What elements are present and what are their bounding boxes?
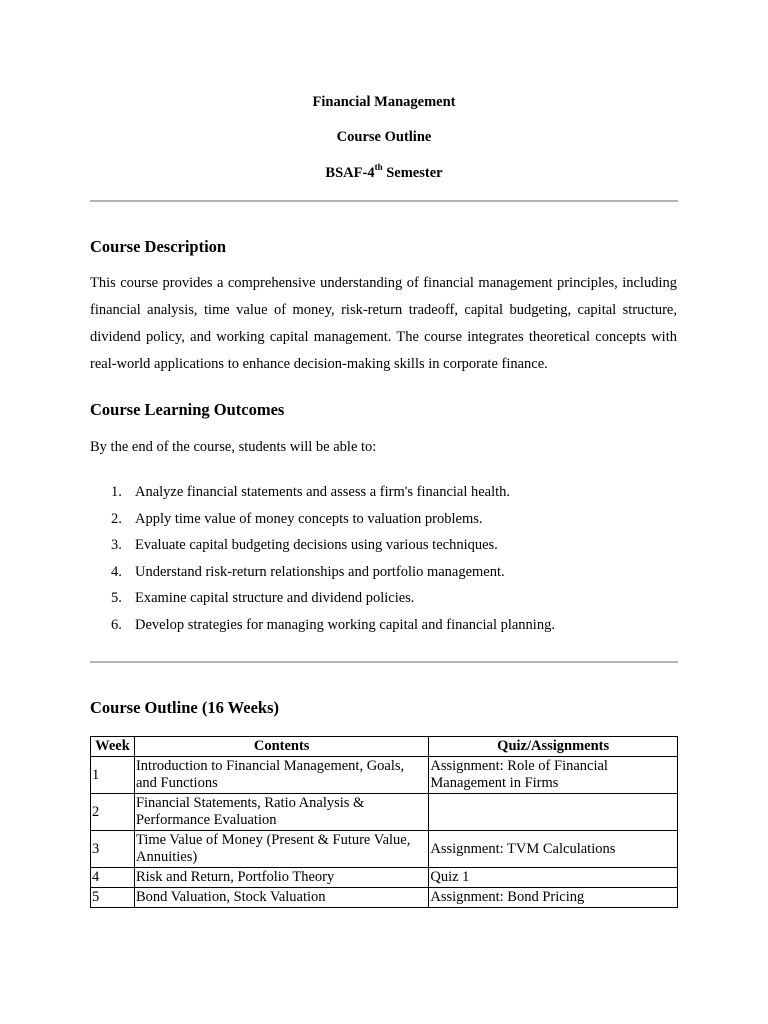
table-row <box>91 831 678 868</box>
week-cell: 1 <box>91 757 135 794</box>
list-item <box>90 587 555 614</box>
list-item <box>90 534 555 561</box>
semester-line <box>0 164 768 182</box>
course-description-heading: Course Description <box>90 237 227 256</box>
list-item-number: 2. <box>111 510 122 527</box>
week-cell: 3 <box>91 831 135 868</box>
week-cell: 5 <box>91 888 135 908</box>
list-item-number: 3. <box>111 537 122 554</box>
table-row <box>91 888 678 908</box>
document-subtitle: Course Outline <box>336 129 432 145</box>
table-row <box>91 868 678 888</box>
contents-cell: Bond Valuation, Stock Valuation <box>134 888 428 908</box>
list-item <box>90 508 555 535</box>
week-cell: 4 <box>91 868 135 888</box>
column-header-week: Week <box>91 737 135 757</box>
list-item-text: Develop strategies for managing working capital and financial planning. <box>135 616 555 633</box>
list-item-text: Examine capital structure and dividend policies. <box>135 590 415 607</box>
semester-prefix: BSAF-4 <box>325 165 375 181</box>
list-item-number: 6. <box>111 616 122 633</box>
list-item-text: Apply time value of money concepts to valuation problems. <box>135 510 483 527</box>
list-item <box>90 614 555 641</box>
contents-cell: Risk and Return, Portfolio Theory <box>134 868 428 888</box>
table-row <box>91 757 678 794</box>
list-item-text: Evaluate capital budgeting decisions using various techniques. <box>135 537 498 554</box>
list-item-number: 1. <box>111 484 122 500</box>
column-header-contents: Contents <box>134 737 428 757</box>
quiz-cell: Assignment: TVM Calculations <box>429 831 678 868</box>
week-cell: 2 <box>91 794 135 831</box>
table-header-row <box>91 737 678 757</box>
list-item-number: 4. <box>111 563 122 580</box>
list-item <box>90 481 555 508</box>
list-item-number: 5. <box>111 590 122 607</box>
list-item <box>90 561 555 588</box>
learning-outcomes-intro: By the end of the course, students will be able to: <box>90 439 377 455</box>
contents-cell: Time Value of Money (Present & Future Value, Annuities) <box>134 831 428 868</box>
table-row <box>91 794 678 831</box>
course-outline-table <box>90 736 678 908</box>
course-description-text: This course provides a comprehensive understanding of financial management principles, including financial analysis, time value of money, risk-return tradeoff, capital budgeting, capital structure, dividend policy, and working capital management. The course integrates theoretical concepts with real-world applications to enhance decision-making skills in corporate finance. <box>90 275 677 372</box>
column-header-quiz: Quiz/Assignments <box>429 737 678 757</box>
document-title: Financial Management <box>312 94 456 110</box>
quiz-cell <box>429 794 678 831</box>
quiz-cell: Assignment: Bond Pricing <box>429 888 678 908</box>
semester-superscript: th <box>374 162 383 173</box>
list-item-text: Understand risk-return relationships and portfolio management. <box>135 563 505 580</box>
middle-divider <box>90 661 678 663</box>
contents-cell: Financial Statements, Ratio Analysis & Performance Evaluation <box>134 794 428 831</box>
quiz-cell: Assignment: Role of Financial Management in Firms <box>429 757 678 794</box>
semester-suffix: Semester <box>382 165 443 181</box>
quiz-cell: Quiz 1 <box>429 868 678 888</box>
course-outline-heading: Course Outline (16 Weeks) <box>90 698 279 717</box>
top-divider <box>90 200 678 202</box>
list-item-text: Analyze financial statements and assess a firm's financial health. <box>135 484 511 500</box>
learning-outcomes-list <box>90 481 555 641</box>
learning-outcomes-heading: Course Learning Outcomes <box>90 400 285 419</box>
contents-cell: Introduction to Financial Management, Goals, and Functions <box>134 757 428 794</box>
